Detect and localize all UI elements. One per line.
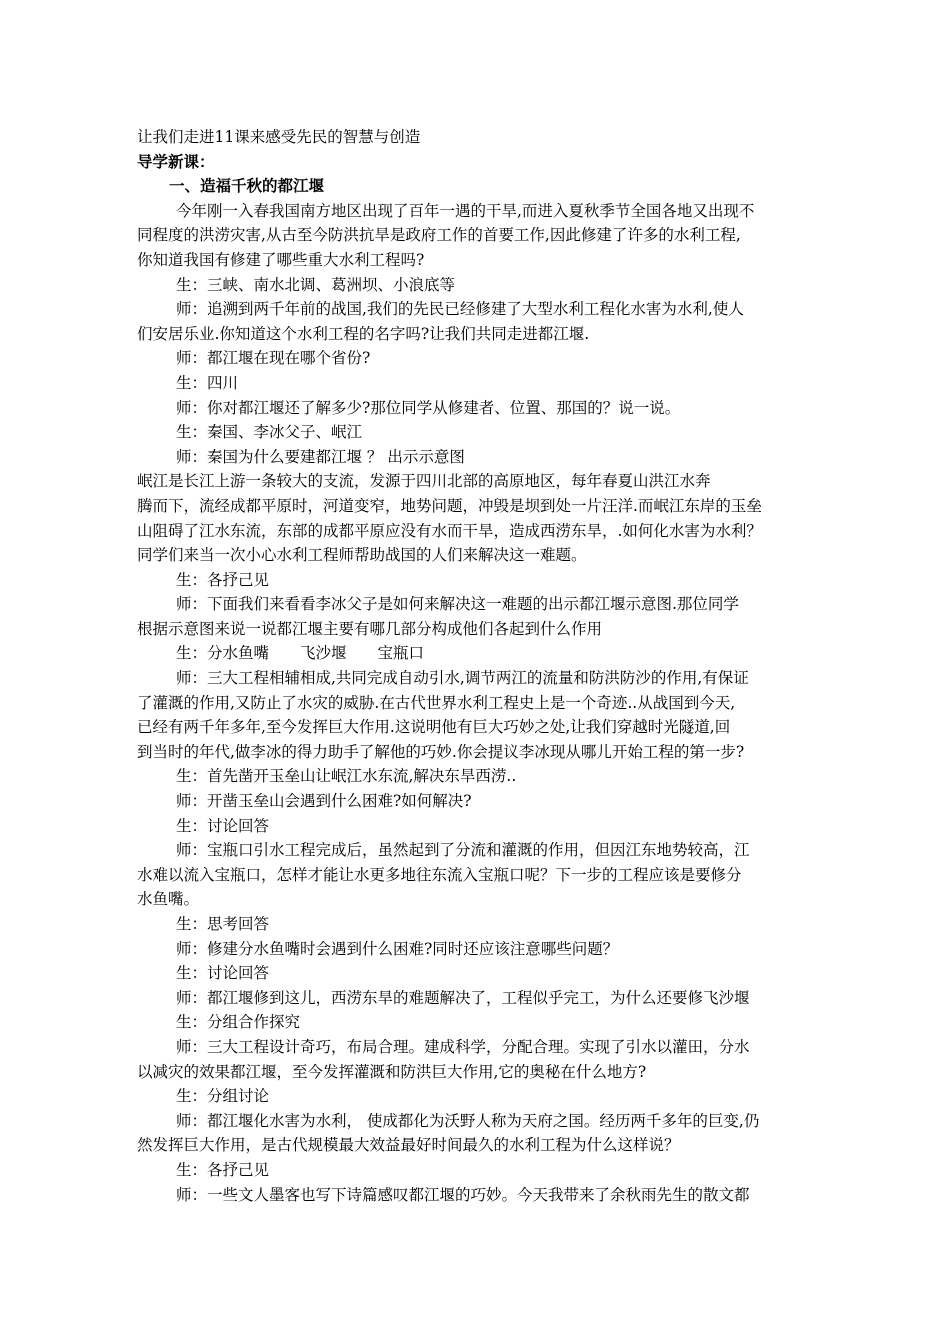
- text-line: 水鱼嘴。: [137, 890, 200, 909]
- text-line: 生：各抒己见: [176, 570, 270, 589]
- text-line: 生：三峡、南水北调、葛洲坝、小浪底等: [176, 275, 456, 294]
- text-line: 生：分组合作探究: [176, 1013, 301, 1032]
- text-line: 师：三大工程相辅相成,共同完成自动引水,调节两江的流量和防洪防沙的作用,有保证: [176, 669, 749, 688]
- text-line: 生：秦国、李冰父子、岷江: [176, 423, 363, 442]
- text-line: 师：都江堰在现在哪个省份?: [176, 349, 371, 368]
- text-line: 腾而下，流经成都平原时，河道变窄，地势问题，冲毁是坝到处一片汪洋.而岷江东岸的玉垒: [137, 496, 762, 515]
- text-line: 生：讨论回答: [176, 964, 270, 983]
- text-line: 已经有两千年多年,至今发挥巨大作用.这说明他有巨大巧妙之处,让我们穿越时光隧道,回: [137, 718, 731, 737]
- text-line: 今年刚一入春我国南方地区出现了百年一遇的干旱,而进入夏秋季节全国各地又出现不: [176, 201, 755, 220]
- text-line: 了灌溉的作用,又防止了水灾的威胁.在古代世界水利工程史上是一个奇迹..从战国到今天,: [137, 693, 736, 712]
- text-line: 师：都江堰修到这儿，西涝东旱的难题解决了，工程似乎完工，为什么还要修飞沙堰: [176, 988, 750, 1007]
- text-line: 师：追溯到两千年前的战国,我们的先民已经修建了大型水利工程化水害为水利,使人: [176, 300, 744, 319]
- text-line: 岷江是长江上游一条较大的支流，发源于四川北部的高原地区，每年春夏山洪江水奔: [137, 472, 711, 491]
- text-line: 师：一些文人墨客也写下诗篇感叹都江堰的巧妙。今天我带来了余秋雨先生的散文都: [176, 1185, 750, 1204]
- text-line: 师：三大工程设计奇巧，布局合理。建成科学，分配合理。实现了引水以灌田，分水: [176, 1037, 750, 1056]
- text-line: 生：思考回答: [176, 915, 270, 933]
- text-line: 山阻碍了江水东流，东部的成都平原应没有水而干旱，造成西涝东旱，.如何化水害为水利？: [137, 521, 762, 540]
- text-line: 到当时的年代,做李冰的得力助手了解他的巧妙.你会提议李冰现从哪儿开始工程的第一步?: [137, 742, 745, 761]
- text-line: 生：首先凿开玉垒山让岷江水东流,解决东旱西涝..: [176, 767, 517, 786]
- text-line: 根据示意图来说一说都江堰主要有哪几部分构成他们各起到什么作用: [137, 619, 603, 638]
- text-line: 师：你对都江堰还了解多少?那位同学从修建者、位置、那国的？说一说。: [176, 398, 681, 417]
- text-line: 生：分水鱼嘴 飞沙堰 宝瓶口: [176, 644, 425, 663]
- lesson-body: [137, 199, 820, 1207]
- text-line: 生：分组讨论: [176, 1087, 270, 1106]
- text-line: 师：修建分水鱼嘴时会遇到什么困难?同时还应该注意哪些问题？: [176, 939, 619, 958]
- text-line: 生：各抒己见: [176, 1160, 270, 1179]
- text-line: 生：讨论回答: [176, 816, 270, 835]
- document-page: [137, 125, 820, 1207]
- text-line: 师：都江堰化水害为水利， 使成都化为沃野人称为天府之国。经历两千多年的巨变,仍: [176, 1111, 760, 1130]
- text-line: 同学们来当一次小心水利工程师帮助战国的人们来解决这一难题。: [137, 546, 587, 565]
- text-line: 生：四川: [176, 373, 239, 392]
- text-line: 水难以流入宝瓶口，怎样才能让水更多地往东流入宝瓶口呢？下一步的工程应该是要修分: [137, 865, 742, 884]
- text-line: 师：宝瓶口引水工程完成后，虽然起到了分流和灌溉的作用，但因江东地势较高，江: [176, 841, 750, 860]
- intro-line: 让我们走进11课来感受先民的智慧与创造: [137, 128, 421, 146]
- text-line: 们安居乐业.你知道这个水利工程的名字吗?让我们共同走进都江堰.: [137, 324, 590, 343]
- text-line: 师：下面我们来看看李冰父子是如何来解决这一难题的出示都江堰示意图.那位同学: [176, 595, 739, 614]
- text-line: 同程度的洪涝灾害,从古至今防洪抗旱是政府工作的首要工作,因此修建了许多的水利工程,: [137, 226, 741, 245]
- text-line: 你知道我国有修建了哪些重大水利工程吗?: [137, 250, 425, 269]
- lesson-heading: 导学新课：: [137, 152, 215, 171]
- section-title: 一、造福千秋的都江堰: [169, 177, 325, 196]
- text-line: 以减灾的效果都江堰，至今发挥灌溉和防洪巨大作用,它的奥秘在什么地方?: [137, 1062, 647, 1081]
- text-line: 然发挥巨大作用，是古代规模最大效益最好时间最久的水利工程为什么这样说？: [137, 1136, 680, 1155]
- text-line: 师：开凿玉垒山会遇到什么困难?如何解决?: [176, 792, 472, 811]
- text-line: 师：秦国为什么要建都江堰 ？ 出示示意图: [176, 447, 465, 466]
